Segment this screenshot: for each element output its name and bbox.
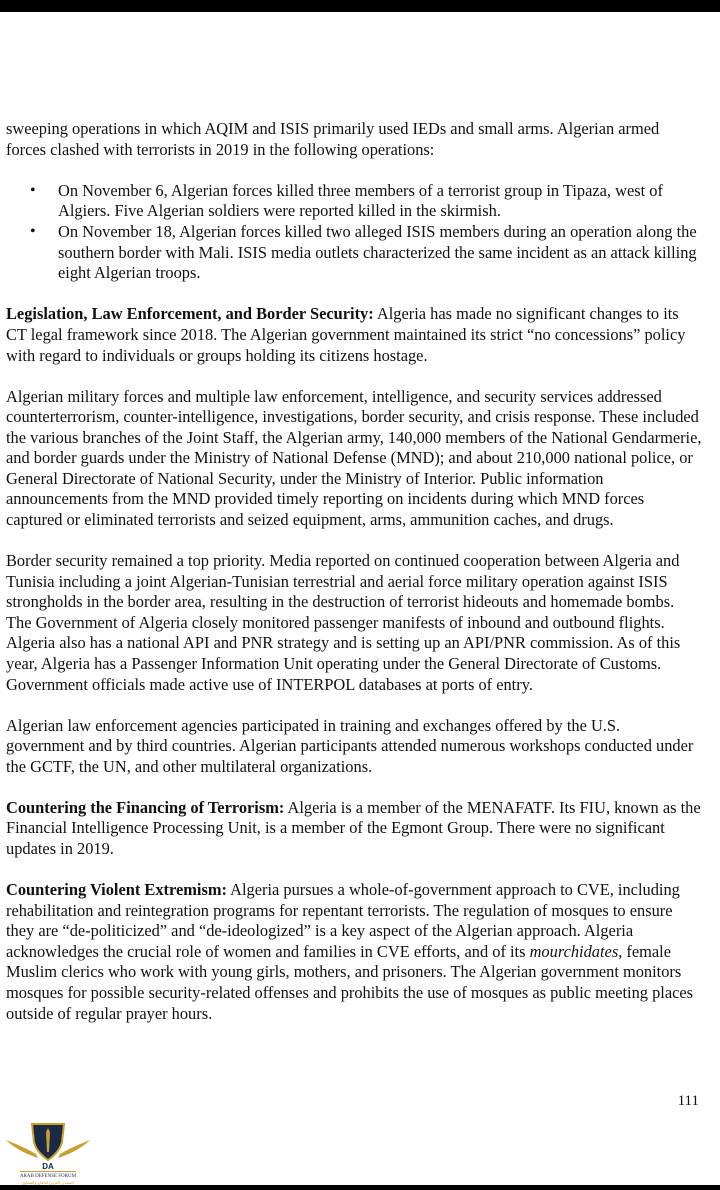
training-paragraph: Algerian law enforcement agencies participated in training and exchanges offered by the U.S. government and by third countries. Algerian participants attended numerous workshops conducted under the GCTF, the UN, and other multilateral organizations. (6, 715, 694, 776)
operations-list (6, 181, 702, 284)
intro-paragraph: sweeping operations in which AQIM and ISIS primarily used IEDs and small arms. Algerian armed forces clashed with terrorists in 2019 in the following operations: (6, 119, 660, 159)
forum-name: ARAB DEFENSE FORUM (19, 1174, 77, 1179)
bottom-bar (0, 1185, 720, 1190)
forum-tagline: المنتدى العربي للدفاع والتسليح (22, 1180, 74, 1185)
legislation-text: Algeria has made no significant changes to its CT legal framework since 2018. The Algerian government maintained its strict “no concessions” policy with regard to individuals or groups holding its citizens hostage. (6, 304, 686, 365)
legislation-paragraph (6, 304, 702, 366)
logo-letters: DA (42, 1162, 54, 1171)
cve-text-end: , female Muslim clerics who work with young girls, mothers, and prisoners. The Algerian government monitors mosques for possible security-related offenses and prohibits the use of mosques as public meeting places outside of regular prayer hours. (6, 941, 694, 1023)
financing-paragraph (6, 798, 702, 860)
military-paragraph: Algerian military forces and multiple law enforcement, intelligence, and security services addressed counterterrorism, counter-intelligence, investigations, border security, and crisis response. These included the various branches of the Joint Staff, the Algerian army, 140,000 members of the National Gendarmerie, and border guards under the Ministry of National Defense (MND); and about 210,000 national police, or General Directorate of National Security, under the Ministry of Interior. Public information announcements from the MND provided timely reporting on incidents during which MND forces captured or eliminated terrorists and seized equipment, arms, ammunition caches, and drugs. (6, 386, 702, 530)
document-page (6, 119, 702, 1045)
border-paragraph: Border security remained a top priority. Media reported on continued cooperation between Algeria and Tunisia including a joint Algerian-Tunisian terrestrial and aerial force military operation against ISIS strongholds in the border area, resulting in the destruction of terrorist hideouts and homemade bombs. The Government of Algeria closely monitored passenger manifests of inbound and outbound flights. Algeria also has a national API and PNR strategy and is setting up an API/PNR commission. As of this year, Algeria has a Passenger Information Unit operating under the General Directorate of Customs. Government officials made active use of INTERPOL databases at ports of entry. (6, 551, 681, 694)
financing-heading: Countering the Financing of Terrorism: (6, 797, 285, 817)
top-status-bar (0, 0, 720, 12)
cve-text-start: Algeria pursues a whole-of-government approach to CVE, including rehabilitation and reintegration programs for repentant terrorists. The regulation of mosques to ensure they are “de-politicized” and “de-ideologized” is a key aspect of the Algerian approach. Algeria acknowledges the crucial role of women and families in CVE efforts, and of its (6, 879, 680, 961)
legislation-heading: Legislation, Law Enforcement, and Border Security: (6, 304, 374, 324)
cve-heading: Countering Violent Extremism: (6, 879, 227, 899)
list-item: • On November 6, Algerian forces killed three members of a terrorist group in Tipaza, west of Algiers. Five Algerian soldiers were reported killed in the skirmish. (6, 181, 702, 222)
page-number: 111 (677, 1093, 699, 1109)
cve-italic-term: mourchidates (529, 941, 619, 961)
cve-paragraph (6, 880, 702, 1024)
eagle-logo-icon (2, 1118, 94, 1186)
forum-watermark-logo (2, 1118, 94, 1186)
financing-text: Algeria is a member of the MENAFATF. Its FIU, known as the Financial Intelligence Processing Unit, is a member of the Egmont Group. There were no significant updates in 2019. (6, 797, 701, 858)
list-item: • On November 18, Algerian forces killed two alleged ISIS members during an operation along the southern border with Mali. ISIS media outlets characterized the same incident as an attack killing eight Algerian troops. (6, 222, 702, 284)
